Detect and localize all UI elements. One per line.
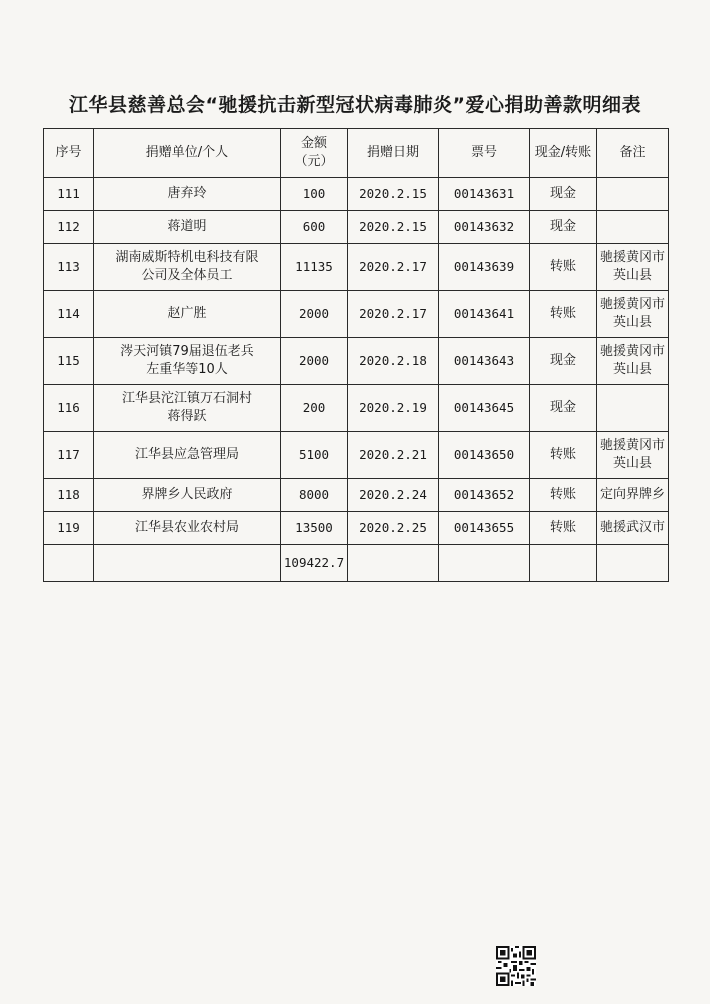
header-method: 现金/转账: [530, 129, 597, 178]
table-row: [44, 432, 669, 479]
cell-donor: [94, 178, 281, 211]
cell-donor: [94, 385, 281, 432]
cell-amount: 5100: [281, 432, 348, 479]
cell-receipt: 00143650: [439, 432, 530, 479]
cell-method: 转账: [530, 512, 597, 545]
cell-amount: 2000: [281, 291, 348, 338]
cell-method: 转账: [530, 291, 597, 338]
table-row: [44, 512, 669, 545]
cell-note: [597, 244, 669, 291]
cell-receipt: 00143641: [439, 291, 530, 338]
cell-donor-line: 左重华等10人: [146, 362, 228, 377]
cell-date: 2020.2.17: [348, 291, 439, 338]
cell-donor-line: 蒋道明: [167, 219, 207, 234]
total-amount: 109422.7: [281, 545, 348, 582]
cell-note-line: 英山县: [612, 362, 652, 377]
total-row: [44, 545, 669, 582]
cell-receipt: 00143645: [439, 385, 530, 432]
cell-note-line: 英山县: [612, 315, 652, 330]
total-method-empty: [530, 545, 597, 582]
cell-donor-line: 湖南威斯特机电科技有限: [115, 250, 259, 265]
header-donor: 捐赠单位/个人: [94, 129, 281, 178]
cell-method: 现金: [530, 178, 597, 211]
cell-amount: 13500: [281, 512, 348, 545]
cell-donor-line: 赵广胜: [167, 306, 207, 321]
cell-donor: [94, 244, 281, 291]
cell-note: [597, 211, 669, 244]
cell-seq: 117: [44, 432, 94, 479]
cell-amount: 100: [281, 178, 348, 211]
cell-amount: 600: [281, 211, 348, 244]
cell-donor-line: 界牌乡人民政府: [141, 487, 233, 502]
cell-note: [597, 291, 669, 338]
cell-note: [597, 178, 669, 211]
cell-donor-line: 涔天河镇79届退伍老兵: [120, 344, 254, 359]
cell-amount: 11135: [281, 244, 348, 291]
cell-seq: 119: [44, 512, 94, 545]
total-receipt-empty: [439, 545, 530, 582]
cell-method: 转账: [530, 244, 597, 291]
cell-donor: [94, 512, 281, 545]
cell-note-line: 驰援黄冈市: [599, 438, 665, 453]
cell-date: 2020.2.15: [348, 211, 439, 244]
cell-receipt: 00143652: [439, 479, 530, 512]
cell-note: [597, 479, 669, 512]
table-row: [44, 338, 669, 385]
cell-receipt: 00143631: [439, 178, 530, 211]
cell-date: 2020.2.25: [348, 512, 439, 545]
cell-donor-line: 江华县应急管理局: [134, 447, 239, 462]
cell-note-line: 驰援武汉市: [599, 520, 665, 535]
cell-donor-line: 江华县农业农村局: [134, 520, 239, 535]
cell-amount: 2000: [281, 338, 348, 385]
cell-receipt: 00143655: [439, 512, 530, 545]
cell-note-line: 英山县: [612, 268, 652, 283]
cell-date: 2020.2.15: [348, 178, 439, 211]
header-seq: 序号: [44, 129, 94, 178]
cell-seq: 113: [44, 244, 94, 291]
total-date-empty: [348, 545, 439, 582]
cell-method: 转账: [530, 479, 597, 512]
page-title: 江华县慈善总会“驰援抗击新型冠状病毒肺炎”爱心捐助善款明细表: [69, 94, 641, 116]
cell-note: [597, 338, 669, 385]
total-seq-empty: [44, 545, 94, 582]
cell-seq: 114: [44, 291, 94, 338]
cell-donor: [94, 338, 281, 385]
table-row: [44, 244, 669, 291]
cell-donor-line: 江华县沱江镇万石洞村: [121, 391, 252, 406]
table-row: [44, 178, 669, 211]
cell-donor: [94, 211, 281, 244]
table-row: [44, 479, 669, 512]
header-amount: [281, 129, 348, 178]
cell-note-line: 驰援黄冈市: [599, 297, 665, 312]
cell-receipt: 00143643: [439, 338, 530, 385]
cell-donor: [94, 479, 281, 512]
cell-receipt: 00143639: [439, 244, 530, 291]
cell-method: 现金: [530, 338, 597, 385]
cell-note-line: 驰援黄冈市: [599, 344, 665, 359]
table-row: [44, 385, 669, 432]
header-date: 捐赠日期: [348, 129, 439, 178]
cell-donor: [94, 432, 281, 479]
cell-seq: 118: [44, 479, 94, 512]
cell-seq: 115: [44, 338, 94, 385]
cell-date: 2020.2.18: [348, 338, 439, 385]
cell-note-line: 定向界牌乡: [599, 487, 665, 502]
cell-method: 转账: [530, 432, 597, 479]
table-body: [44, 178, 669, 582]
cell-date: 2020.2.19: [348, 385, 439, 432]
table-row: [44, 291, 669, 338]
header-receipt: 票号: [439, 129, 530, 178]
cell-date: 2020.2.24: [348, 479, 439, 512]
cell-method: 现金: [530, 211, 597, 244]
header-amount-line1: 金额: [300, 136, 327, 151]
cell-donor: [94, 291, 281, 338]
total-donor-empty: [94, 545, 281, 582]
cell-donor-line: 公司及全体员工: [141, 268, 233, 283]
cell-method: 现金: [530, 385, 597, 432]
total-note-empty: [597, 545, 669, 582]
cell-seq: 111: [44, 178, 94, 211]
cell-date: 2020.2.21: [348, 432, 439, 479]
cell-receipt: 00143632: [439, 211, 530, 244]
header-note: 备注: [597, 129, 669, 178]
donation-table: [43, 128, 669, 582]
cell-amount: 200: [281, 385, 348, 432]
cell-donor-line: 蒋得跃: [167, 409, 207, 424]
cell-seq: 116: [44, 385, 94, 432]
cell-note: [597, 432, 669, 479]
header-amount-line2: （元）: [294, 154, 334, 169]
qr-code-icon: [496, 946, 536, 986]
cell-note-line: 英山县: [612, 456, 652, 471]
cell-note: [597, 512, 669, 545]
cell-date: 2020.2.17: [348, 244, 439, 291]
cell-note: [597, 385, 669, 432]
table-header-row: [44, 129, 669, 178]
cell-note-line: 驰援黄冈市: [599, 250, 665, 265]
cell-amount: 8000: [281, 479, 348, 512]
table-row: [44, 211, 669, 244]
cell-seq: 112: [44, 211, 94, 244]
cell-donor-line: 唐弃玲: [167, 186, 207, 201]
